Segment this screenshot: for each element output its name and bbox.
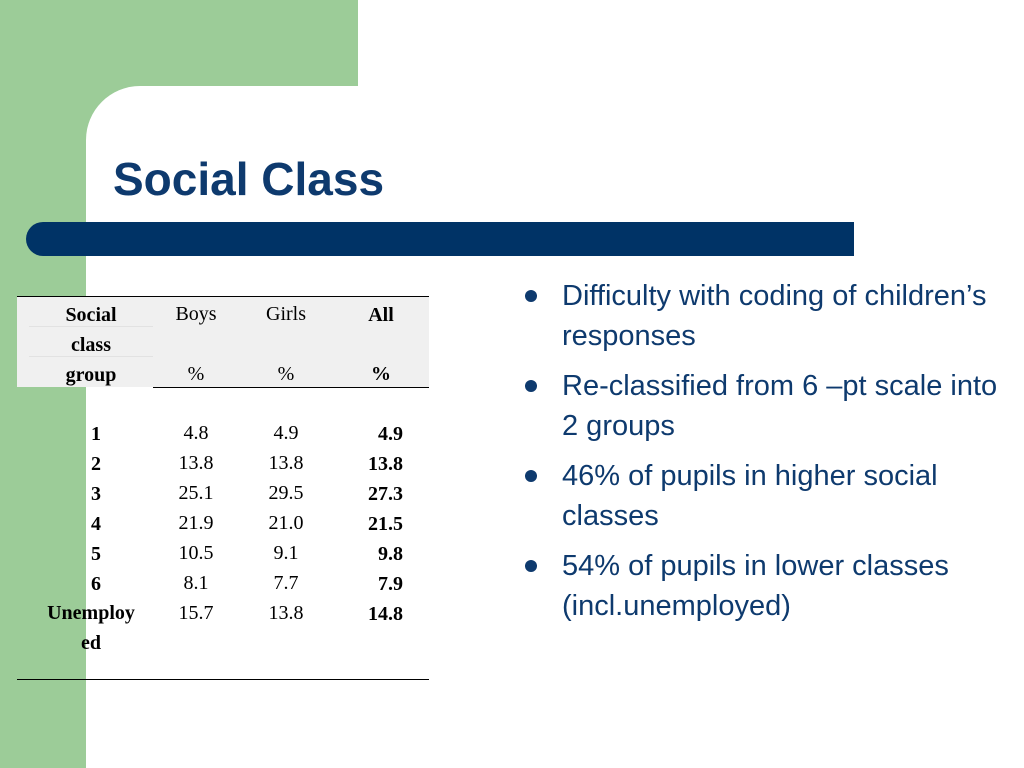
header-girls-unit: % [277,363,295,385]
header-social: Social [65,304,117,326]
slide-title: Social Class [113,153,385,205]
table-bottom-rule [17,679,429,680]
row-boys: 15.7 [178,602,214,624]
table-top-rule [17,296,429,297]
header-girls: Girls [266,303,306,325]
row-group: 1 [91,423,101,445]
row-boys: 4.8 [183,422,209,444]
bullet-text: Re-classified from 6 –pt scale into 2 groups [562,370,998,442]
row-girls: 7.7 [273,572,299,594]
row-group-unemployed-wrap: ed [81,632,101,654]
bullet-text: Difficulty with coding of children’s responses [562,280,987,352]
row-group: 2 [91,453,101,475]
row-girls: 13.8 [268,602,304,624]
row-all: 13.8 [368,453,403,475]
header-group: group [65,364,117,386]
bullet-item [522,276,1002,356]
header-boys-unit: % [187,363,205,385]
header-all-unit: % [371,363,391,385]
row-boys: 8.1 [183,572,209,594]
bullet-item [522,456,1002,536]
bullet-item [522,546,1002,626]
row-all: 4.9 [378,423,403,445]
bullet-dot-icon [525,380,537,392]
row-girls: 4.9 [273,422,299,444]
row-girls: 21.0 [268,512,304,534]
row-all: 9.8 [378,543,403,565]
header-all: All [368,304,394,326]
row-girls: 29.5 [268,482,304,504]
bullet-item [522,366,1002,446]
bullet-text: 46% of pupils in higher social classes [562,460,938,532]
row-group: 3 [91,483,101,505]
row-girls: 13.8 [268,452,304,474]
row-group-unemployed: Unemploy [47,602,135,624]
bullet-list [522,276,1002,636]
row-group: 4 [91,513,101,535]
row-boys: 21.9 [178,512,214,534]
row-group: 5 [91,543,101,565]
title-underline-bar [26,222,854,256]
row-boys: 13.8 [178,452,214,474]
row-all: 21.5 [368,513,403,535]
row-all: 14.8 [368,603,403,625]
header-class: class [71,334,111,356]
row-boys: 10.5 [178,542,214,564]
bullet-text: 54% of pupils in lower classes (incl.unemployed) [562,550,949,622]
row-girls: 9.1 [273,542,299,564]
header-boys: Boys [175,303,217,325]
row-group: 6 [91,573,101,595]
row-boys: 25.1 [178,482,214,504]
bullet-dot-icon [525,290,537,302]
bullet-dot-icon [525,560,537,572]
row-all: 27.3 [368,483,403,505]
bullet-dot-icon [525,470,537,482]
row-all: 7.9 [378,573,403,595]
